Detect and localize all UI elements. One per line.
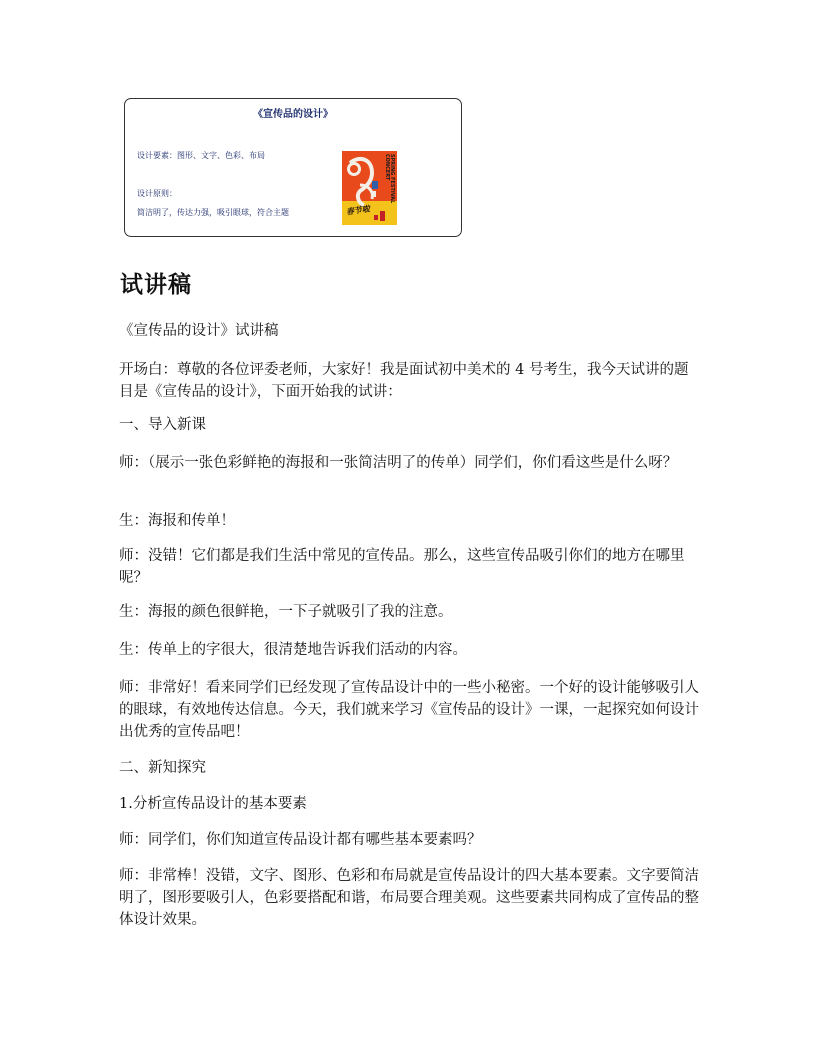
- dialogue-teacher-4: 师：同学们，你们知道宣传品设计都有哪些基本要素吗？: [119, 832, 482, 848]
- sample-poster-image: [342, 151, 397, 225]
- blackboard-design-card: [124, 98, 462, 237]
- board-title: 《宣传品的设计》: [253, 109, 333, 120]
- poster-vertical-text: SPRING FESTIVAL CONCERT: [384, 154, 395, 204]
- dialogue-teacher-3: 师：非常好！看来同学们已经发现了宣传品设计中的一些小秘密。一个好的设计能够吸引人的眼球，有效地传达信息。今天，我们就来学习《宣传品的设计》一课，一起探究如何设计出优秀的宣传品吧！: [119, 680, 699, 740]
- poster-script-text: 春节啦: [345, 203, 371, 217]
- dialogue-student-3: 生：传单上的字很大，很清楚地告诉我们活动的内容。: [119, 642, 467, 658]
- lesson-title-line: 《宣传品的设计》试讲稿: [119, 323, 279, 339]
- section-heading-intro: 一、导入新课: [119, 417, 206, 433]
- dialogue-student-1: 生：海报和传单！: [119, 513, 235, 529]
- dialogue-student-2: 生：海报的颜色很鲜艳，一下子就吸引了我的注意。: [119, 604, 453, 620]
- dialogue-teacher-1: 师：（展示一张色彩鲜艳的海报和一张简洁明了的传单）同学们，你们看这些是什么呀？: [119, 455, 678, 471]
- dialogue-teacher-2: 师：没错！它们都是我们生活中常见的宣传品。那么，这些宣传品吸引你们的地方在哪里呢？: [119, 548, 685, 586]
- dialogue-teacher-5: 师：非常棒！没错，文字、图形、色彩和布局就是宣传品设计的四大基本要素。文字要简洁明了，图形要吸引人，色彩要搭配和谐，布局要合理美观。这些要素共同构成了宣传品的整体设计效果。: [119, 868, 699, 928]
- subsection-heading-elements: 1.分析宣传品设计的基本要素: [119, 796, 307, 812]
- design-elements-line: 设计要素：图形、文字、色彩、布局: [137, 151, 265, 160]
- section-heading-explore: 二、新知探究: [119, 760, 206, 776]
- design-principle-line: 简洁明了，传达力强，吸引眼球，符合主题: [137, 208, 289, 217]
- design-principle-label: 设计原则：: [137, 189, 177, 198]
- document-title: 试讲稿: [120, 272, 192, 298]
- opening-paragraph: 开场白：尊敬的各位评委老师，大家好！我是面试初中美术的 4 号考生，我今天试讲的题目是《宣传品的设计》，下面开始我的试讲：: [119, 362, 689, 400]
